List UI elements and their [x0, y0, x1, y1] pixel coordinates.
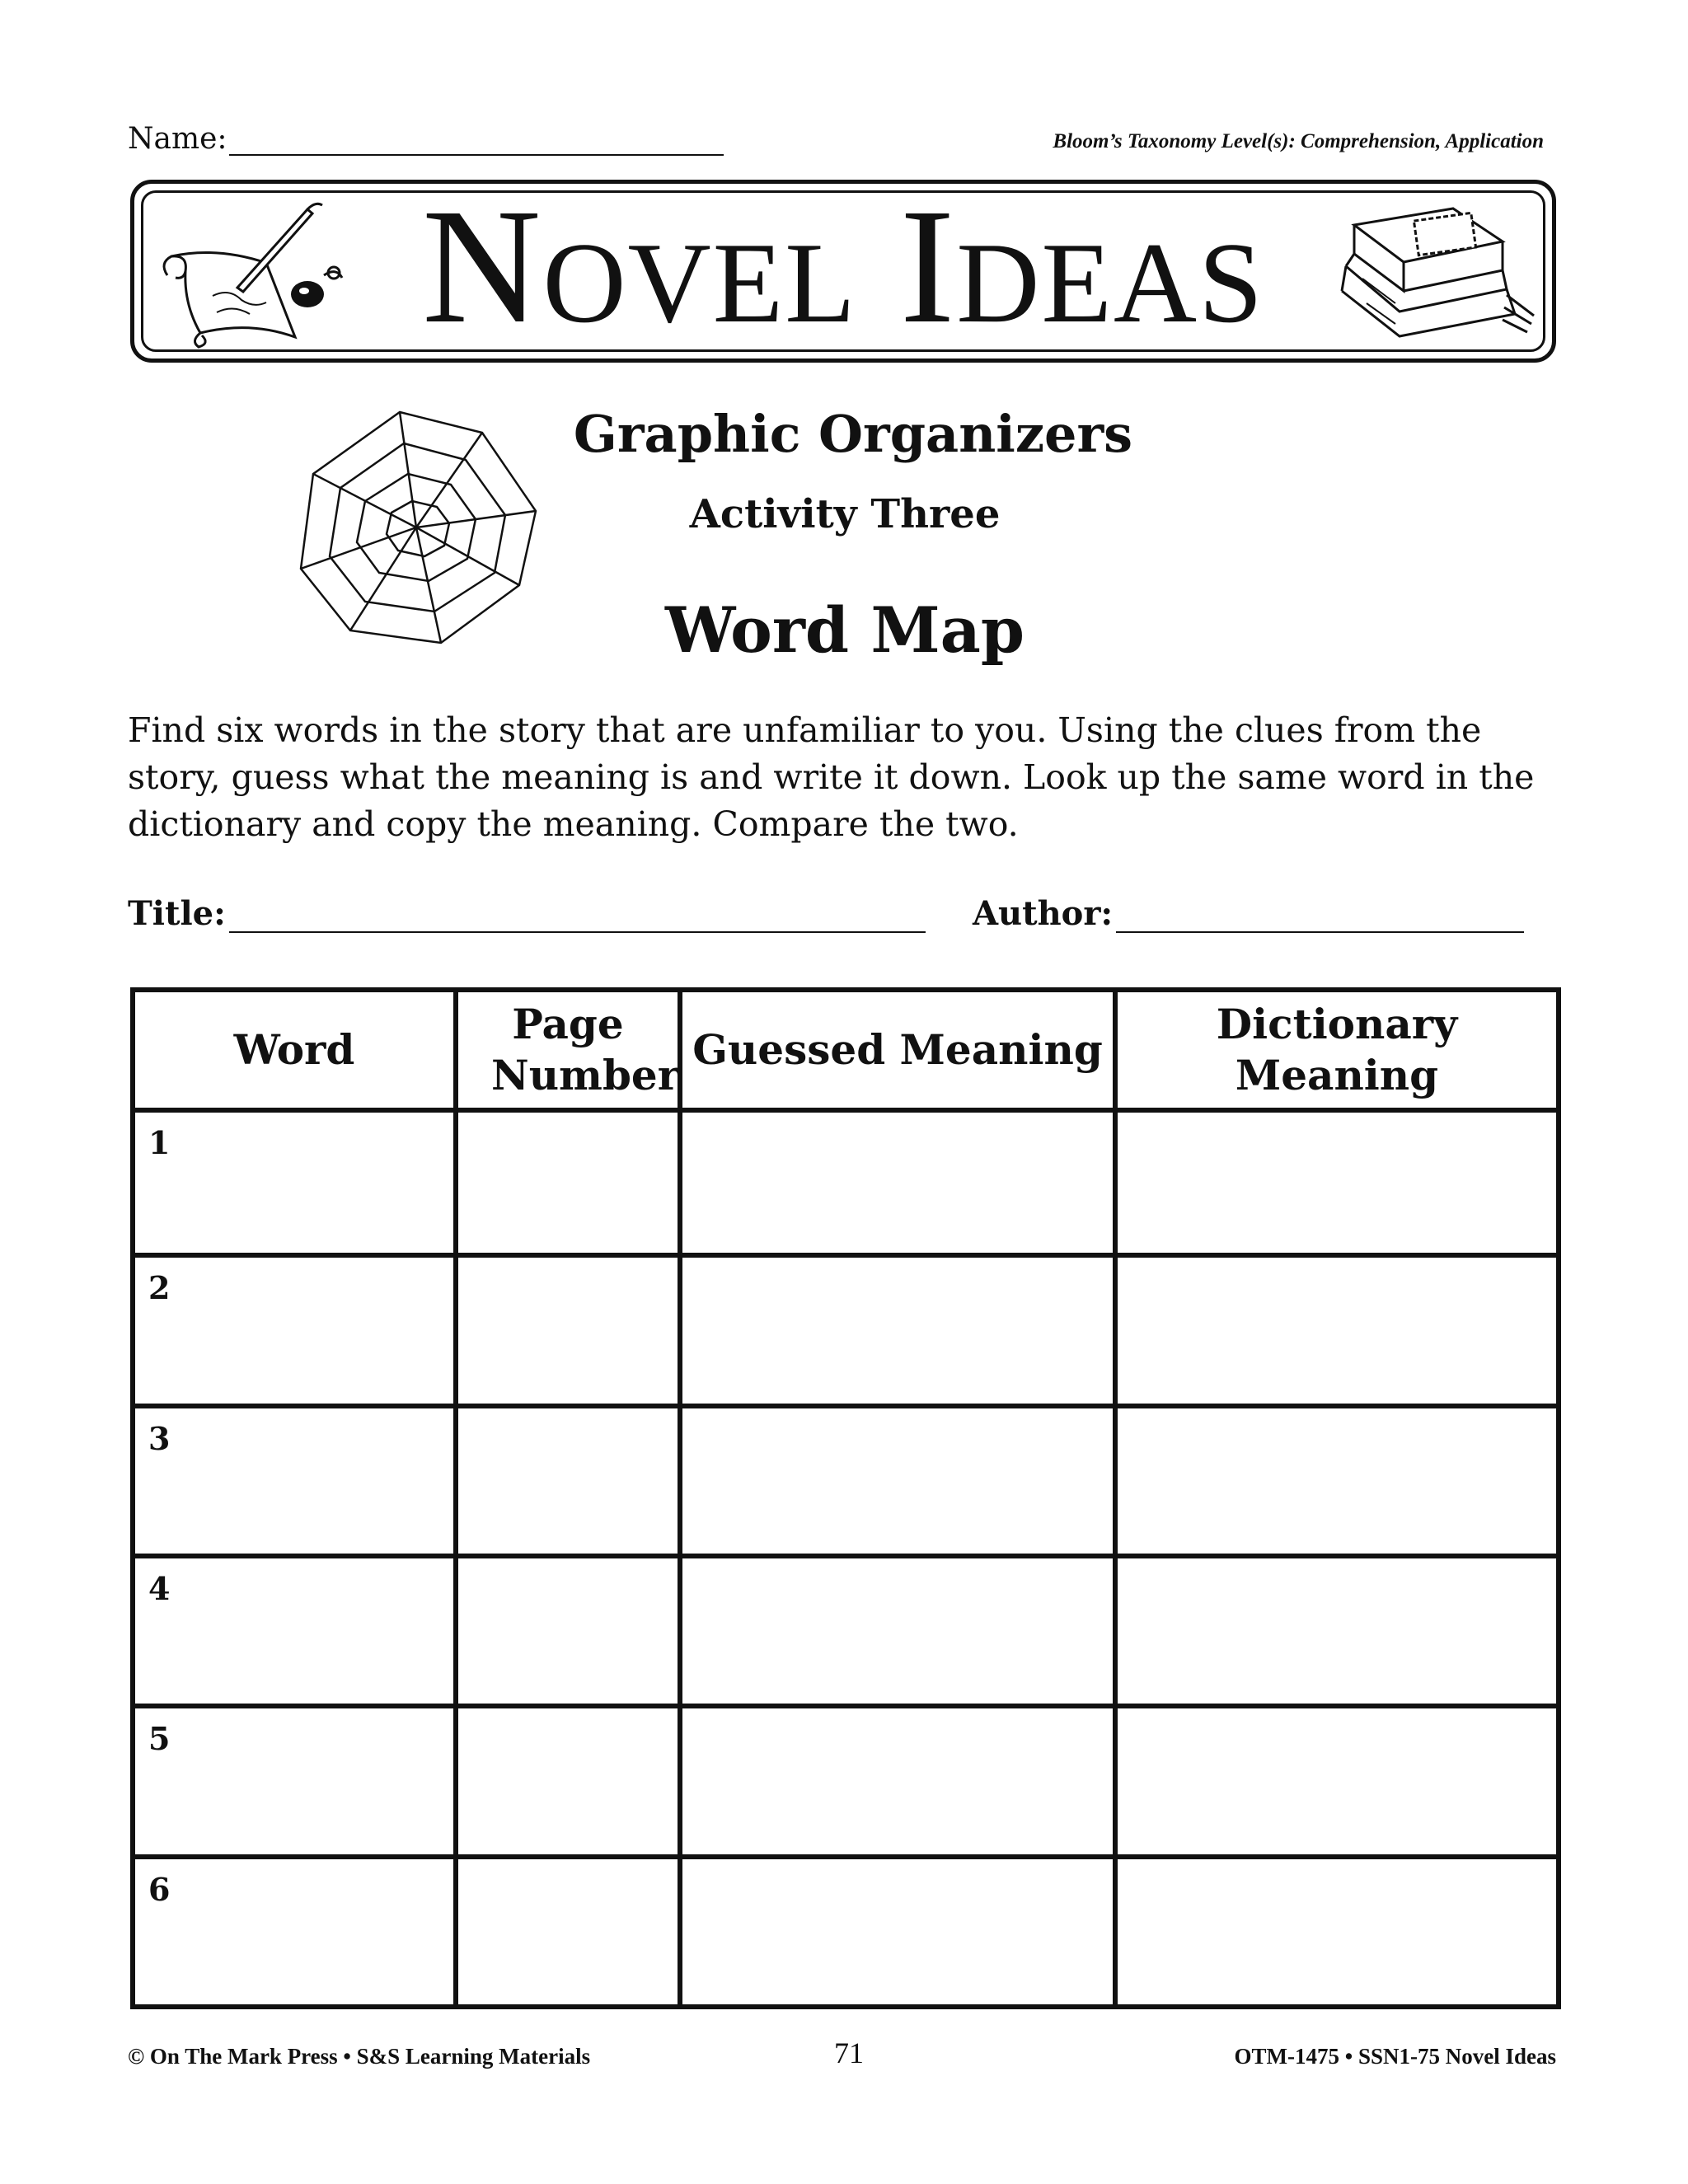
column-header-word: Word [133, 990, 456, 1110]
word-cell[interactable] [133, 1406, 456, 1556]
instructions-text: Find six words in the story that are unfamiliar to you. Using the clues from the story, guess what the meaning is and write it down. Look up the same word in the dictionary and copy the meaning. Compare the two. [128, 710, 1535, 844]
blooms-taxonomy-note: Bloom’s Taxonomy Level(s): Comprehension, Application [1053, 130, 1544, 152]
guessed-meaning-cell[interactable] [680, 1706, 1115, 1856]
dictionary-meaning-cell[interactable] [1115, 1706, 1559, 1856]
page-number-cell[interactable] [456, 1556, 680, 1706]
page-number-cell[interactable] [456, 1255, 680, 1405]
page-number-cell[interactable] [456, 1706, 680, 1856]
section-heading: Graphic Organizers [573, 404, 1133, 464]
guessed-meaning-cell[interactable] [680, 1556, 1115, 1706]
books-icon [1329, 192, 1536, 353]
dictionary-meaning-cell[interactable] [1115, 1406, 1559, 1556]
column-header-dictionary-meaning: Dictionary Meaning [1115, 990, 1559, 1110]
column-header-guessed-meaning: Guessed Meaning [680, 990, 1115, 1110]
name-field[interactable] [128, 122, 724, 156]
table-row [133, 1706, 1559, 1856]
word-cell[interactable] [133, 1255, 456, 1405]
banner-title: Novel Ideas [422, 176, 1264, 358]
dictionary-meaning-cell[interactable] [1115, 1556, 1559, 1706]
row-number: 6 [148, 1870, 171, 1908]
table-row [133, 1255, 1559, 1405]
author-field[interactable] [973, 894, 1524, 933]
column-header-page-number: Page Number [456, 990, 680, 1110]
row-number: 2 [148, 1269, 171, 1307]
title-blank[interactable] [229, 898, 926, 933]
word-map-table [130, 987, 1561, 2009]
row-number: 5 [148, 1720, 171, 1758]
row-number: 1 [148, 1124, 171, 1161]
guessed-meaning-cell[interactable] [680, 1406, 1115, 1556]
page-number-cell[interactable] [456, 1110, 680, 1255]
spider-web-icon [293, 404, 540, 651]
table-header-row [133, 990, 1559, 1110]
page-number-cell[interactable] [456, 1406, 680, 1556]
row-number: 4 [148, 1569, 171, 1607]
author-label: Author: [973, 894, 1114, 933]
title-label: Title: [128, 894, 226, 933]
dictionary-meaning-cell[interactable] [1115, 1110, 1559, 1255]
table-row [133, 1556, 1559, 1706]
author-blank[interactable] [1116, 898, 1524, 933]
word-cell[interactable] [133, 1857, 456, 2007]
dictionary-meaning-cell[interactable] [1115, 1857, 1559, 2007]
activity-heading: Activity Three [689, 491, 1001, 537]
name-label: Name: [128, 122, 227, 156]
guessed-meaning-cell[interactable] [680, 1255, 1115, 1405]
name-blank[interactable] [229, 124, 724, 156]
guessed-meaning-cell[interactable] [680, 1110, 1115, 1255]
novel-ideas-banner [130, 176, 1556, 363]
word-cell[interactable] [133, 1110, 456, 1255]
title-field[interactable] [128, 894, 926, 933]
guessed-meaning-cell[interactable] [680, 1857, 1115, 2007]
footer-product-code: OTM-1475 • SSN1-75 Novel Ideas [1234, 2044, 1556, 2069]
page-title: Word Map [665, 593, 1025, 667]
table-row [133, 1110, 1559, 1255]
page-number-cell[interactable] [456, 1857, 680, 2007]
dictionary-meaning-cell[interactable] [1115, 1255, 1559, 1405]
page-number: 71 [834, 2036, 864, 2069]
row-number: 3 [148, 1419, 171, 1457]
footer-copyright: © On The Mark Press • S&S Learning Materials [128, 2044, 591, 2069]
table-row [133, 1857, 1559, 2007]
word-cell[interactable] [133, 1556, 456, 1706]
table-row [133, 1406, 1559, 1556]
word-cell[interactable] [133, 1706, 456, 1856]
